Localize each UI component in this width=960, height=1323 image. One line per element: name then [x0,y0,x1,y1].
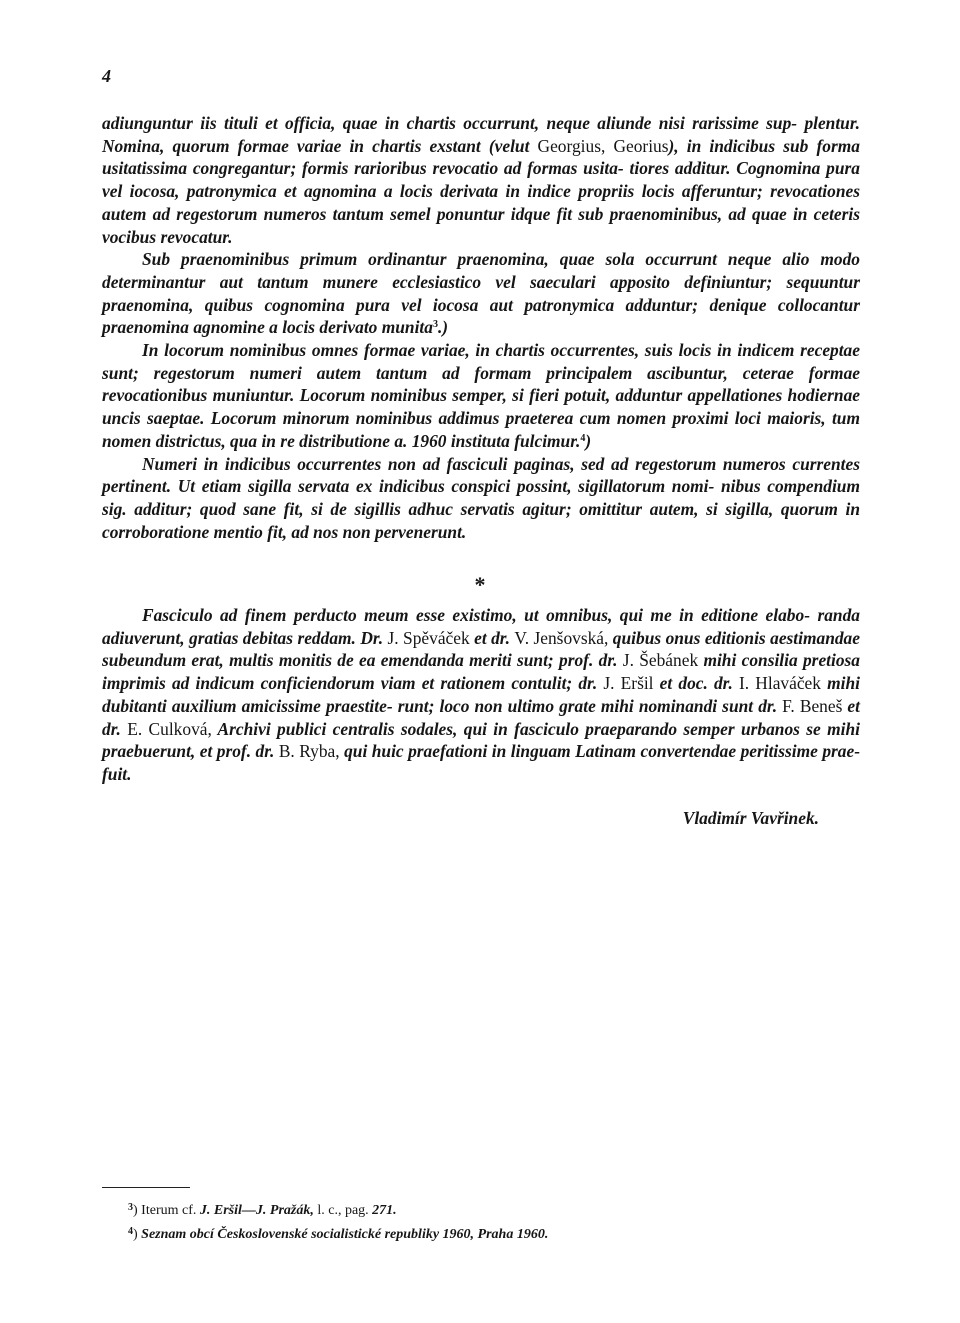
footnote-3 [128,1197,828,1221]
text-line: adiunguntur iis tituli et officia, quae in chartis occurrunt, neque aliunde nisi rarissime sup- [102,113,798,133]
text-line: autem, si sigilla, quorum in corroboratione mentio fit, ad nos non pervenerunt. [102,498,860,542]
footnote-mark-paren: ) [133,1203,142,1218]
person-name: J. Šebánek [622,650,699,671]
text-line: Fasciculo ad finem perducto meum esse existimo, ut omnibus, qui me in editione elabo- [142,605,810,625]
text-fragment: et prof. dr. [199,741,279,762]
page-number: 4 [102,66,111,86]
footnote-mark: 4 [128,1226,133,1237]
text-line: nibus compendium sig. additur; quod sane fit, si de sigillis adhuc servatis agitur; omittitur [102,476,860,519]
text-line: tiores additur. Cognomina pura vel iocosa, patronymica et agnomina a locis derivata in indice [102,158,860,202]
text-fragment: contulit; dr. [511,673,604,694]
paragraph-4 [102,453,860,544]
footnote-text: Iterum cf. [141,1203,200,1218]
person-name: B. Ryba, [278,741,340,762]
footnote-ref-4: 4 [580,432,586,444]
text-line: Numeri in indicibus occurrentes non ad fasciculi paginas, sed ad regestorum numeros [142,453,786,474]
acknowledgement-text [102,604,860,786]
text-fragment: runt; loco non ultimo grate mihi nominandi sunt dr. [397,695,783,716]
text-line: idque fit sub praenominibus, ad quae in ceteris vocibus revocatur. [102,203,861,247]
text-line: ) [585,430,592,451]
text-fragment: quibus onus [608,627,701,648]
text-line: appellationes hodiernae uncis saeptae. Locorum minorum nominibus addimus praeterea cum [102,385,860,429]
text-line: fulcimur. [514,430,581,451]
section-separator: * [474,572,486,597]
text-line: .) [437,317,449,338]
footnote-divider [102,1187,190,1188]
person-name: I. Hlaváček [739,673,821,694]
text-line: fuit. [102,763,132,784]
person-name: E. Culková, [127,718,212,739]
text-line: ), in [668,135,702,156]
text-line: modo determinantur aut tantum munere ecclesiastico vel saeculari apposito definiuntur; [102,249,860,292]
paragraph-1 [102,112,860,248]
text-fragment: Archivi [211,718,271,739]
footnote-4 [128,1221,828,1245]
paragraph-3 [102,339,860,453]
text-line: receptae sunt; regestorum numeri autem tantum ad formam principalem ascibuntur, ceterae [102,340,860,383]
text-line: editionis aestimandae subeundum erat, multis monitis de ea emendanda meriti sunt; prof. dr. [102,627,860,671]
text-fragment: qui huic praefationi in linguam Latinam convertendae peritissime prae- [339,741,860,762]
example-names: Georgius, Georius [537,135,669,156]
footnotes [128,1197,828,1245]
footnote-text: Seznam obcí Československé socialistické republiky 1960, Praha 1960. [141,1227,549,1242]
footnote-text: l. c., pag. [313,1203,373,1218]
text-line: propriis locis afferuntur; revocationes autem ad regestorum numeros tantum semel ponuntur [102,181,860,224]
text-line: nomen proximi loci maioris, tum nomen districtus, qua in re distributione a. 1960 instituta [102,408,861,451]
text-line: sequuntur praenomina, quibus cognomina pura vel iocosa aut patronymica adduntur; denique [102,271,860,315]
footnote-page: 271. [372,1203,397,1218]
person-name: V. Jenšovská, [514,627,609,648]
text-fragment: mihi consilia pretiosa imprimis ad indicum conficiendorum viam et rationem [102,650,860,694]
person-name: F. Beneš [782,695,843,716]
text-line: In locorum nominibus omnes formae variae, in chartis occurrentes, suis locis in indicem [142,340,795,361]
text-line: plentur. Nomina, quorum formae variae in chartis exstant (velut [102,113,861,156]
main-text [102,112,860,543]
paragraph-2 [102,248,860,339]
text-fragment: mihi dubitanti auxilium amicissime praestite- [102,673,860,716]
footnote-mark-paren: ) [133,1227,142,1242]
text-line: randa adiuverunt, gratias debitas reddam. Dr. [102,605,860,648]
text-line: Sub praenominibus primum ordinantur praenomina, quae sola occurrunt neque alio [142,249,810,270]
person-name: J. Spěváček [387,627,470,648]
person-name: J. Eršil [603,673,654,694]
text-fragment: et doc. dr. [653,673,739,694]
author-signature: Vladimír Vavřinek. [682,808,819,828]
text-line: publici centralis sodales, qui in fasciculo praeparando semper urbanos se mihi praebuerunt, [102,718,860,762]
footnote-ref-3: 3 [432,319,438,331]
acknowledgement-paragraph [102,604,860,786]
text-line: collocantur praenomina agnomine a locis derivato munita [102,294,860,338]
text-line: indicibus sub forma usitatissima congregantur; formis rarioribus revocatio ad formas usita- [102,135,860,179]
text-fragment: et dr. [469,627,515,648]
footnote-authors: J. Eršil—J. Pražák, [199,1203,314,1218]
text-fragment: et dr. [102,695,860,739]
text-line: currentes pertinent. Ut etiam sigilla servata ex indicibus conspici possint, sigillatorum nomi- [102,453,860,497]
text-line: formae revocationibus muniuntur. Locorum nominibus semper, si fieri potuit, adduntur [102,362,860,406]
footnote-mark: 3 [128,1202,133,1213]
